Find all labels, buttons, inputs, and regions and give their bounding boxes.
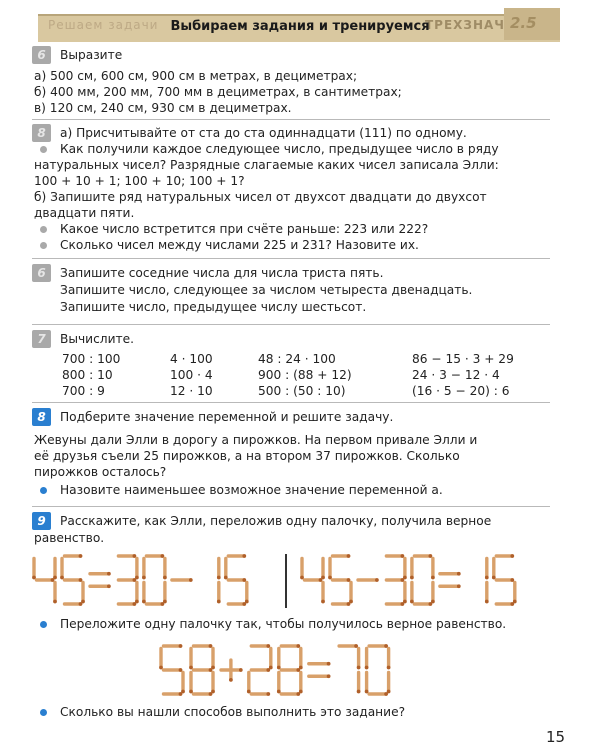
match-head [401, 578, 405, 582]
match-head [510, 602, 514, 606]
task-line: а) Присчитывайте от ста до ста одиннадцати (111) по одному. [60, 126, 467, 140]
bullet-icon [40, 621, 47, 628]
match-head [485, 600, 489, 604]
task-matchsticks [32, 512, 550, 548]
matchstick-equations [30, 550, 565, 612]
match-head [387, 666, 391, 670]
task-line: а) 500 см, 600 см, 900 см в метрах, в дециметрах; [34, 69, 358, 83]
task-line: Как получили каждое следующее число, предыдущее число в ряду [60, 142, 499, 156]
match-head [133, 602, 137, 606]
expression-cell: 100 · 4 [170, 368, 213, 382]
task-line: натуральных чисел? Разрядные слагаемые каких чисел записала Элли: [34, 158, 499, 172]
page-title: Выбираем задания и тренируемся [170, 19, 430, 34]
match-head [79, 602, 83, 606]
task-line: б) Запишите ряд натуральных чисел от двухсот двадцати до двухсот [34, 190, 487, 204]
divider [32, 258, 550, 259]
expression-cell: 800 : 10 [62, 368, 113, 382]
task-line: Сколько чисел между числами 225 и 231? Назовите их. [60, 238, 419, 252]
task-number-badge: 8 [32, 408, 51, 426]
task-bullet-move [32, 616, 550, 634]
task-heading: Вычислите. [60, 332, 134, 346]
match-head [431, 576, 435, 580]
match-head [296, 692, 300, 696]
match-head [179, 644, 183, 648]
expression-cell: 12 · 10 [170, 384, 213, 398]
expression-cell: 900 : (88 + 12) [258, 368, 352, 382]
task-line: Расскажите, как Элли, переложив одну палочку, получила верное [60, 514, 492, 528]
match-head [79, 554, 83, 558]
match-head [79, 578, 83, 582]
bullet-icon [40, 487, 47, 494]
task-express [32, 46, 550, 116]
match-head [347, 602, 351, 606]
task-line: Сколько вы нашли способов выполнить это задание? [60, 705, 406, 719]
match-head [296, 668, 300, 672]
match-head [239, 668, 243, 672]
match-head [510, 554, 514, 558]
page-number: 15 [546, 728, 566, 746]
expression-cell: 500 : (50 : 10) [258, 384, 346, 398]
task-line: Запишите число, предыдущее числу шестьсот. [60, 300, 367, 314]
match-head [319, 578, 323, 582]
task-compute [32, 330, 550, 400]
match-head [247, 690, 251, 694]
task-line: 100 + 10 + 1; 100 + 10; 100 + 1? [34, 174, 245, 188]
task-counting [32, 124, 550, 252]
bullet-icon [40, 242, 47, 249]
match-head [51, 578, 55, 582]
match-head [357, 690, 361, 694]
matchstick-equation-puzzle [159, 644, 390, 696]
match-head [327, 674, 331, 678]
match-head [384, 692, 388, 696]
match-head [163, 576, 167, 580]
header-ghost-left: Решаем задачи [48, 18, 159, 32]
match-head [401, 602, 405, 606]
match-head [189, 690, 193, 694]
task-line: Переложите одну палочку так, чтобы получилось верное равенство. [60, 617, 507, 631]
expression-cell: 700 : 100 [62, 352, 121, 366]
task-line: б) 400 мм, 200 мм, 700 мм в дециметрах, в сантиметрах; [34, 85, 402, 99]
bullet-icon [40, 709, 47, 716]
match-head [410, 600, 414, 604]
match-head [457, 584, 461, 588]
match-head [142, 600, 146, 604]
match-head [410, 576, 414, 580]
match-head [142, 576, 146, 580]
divider [32, 506, 550, 507]
header-ghost-right: ТРЕХЗНАЧ [425, 18, 505, 32]
match-head [365, 666, 369, 670]
bullet-icon [40, 146, 47, 153]
match-head [347, 554, 351, 558]
task-number-badge: 6 [32, 46, 51, 64]
task-number-badge: 9 [32, 512, 51, 530]
match-head [189, 578, 193, 582]
match-head [229, 678, 233, 682]
bullet-icon [40, 226, 47, 233]
match-head [429, 602, 433, 606]
matchstick-equation-left [32, 554, 249, 606]
match-head [179, 692, 183, 696]
match-head [242, 602, 246, 606]
match-head [457, 572, 461, 576]
match-head [242, 578, 246, 582]
task-number-badge: 8 [32, 124, 51, 142]
task-line: двадцати пяти. [34, 206, 135, 220]
match-head [347, 578, 351, 582]
match-head [365, 690, 369, 694]
divider [32, 402, 550, 403]
expression-cell: (16 · 5 − 20) : 6 [412, 384, 510, 398]
match-head [266, 692, 270, 696]
match-head [321, 600, 325, 604]
match-head [485, 576, 489, 580]
task-number-badge: 7 [32, 330, 51, 348]
match-head [357, 666, 361, 670]
expression-cell: 24 · 3 − 12 · 4 [412, 368, 500, 382]
match-head [53, 600, 57, 604]
task-heading: Выразите [60, 48, 123, 62]
match-head [107, 584, 111, 588]
matchstick-puzzle [155, 640, 415, 700]
task-line: Жевуны дали Элли в дорогу а пирожков. На первом привале Элли и [34, 433, 478, 447]
match-head [133, 578, 137, 582]
task-bullet-count [32, 704, 550, 722]
match-head [277, 690, 281, 694]
task-line: пирожков осталось? [34, 465, 167, 479]
header-tab-number: 2.5 [510, 14, 537, 32]
task-neighbours [32, 264, 550, 316]
match-head [510, 578, 514, 582]
expression-cell: 48 : 24 · 100 [258, 352, 336, 366]
task-number-badge: 6 [32, 264, 51, 282]
match-head [161, 602, 165, 606]
expression-cell: 86 − 15 · 3 + 29 [412, 352, 514, 366]
task-line: Какое число встретится при счёте раньше: 223 или 222? [60, 222, 429, 236]
match-head [375, 578, 379, 582]
match-head [242, 554, 246, 558]
divider [32, 119, 550, 120]
task-variable [32, 408, 550, 500]
task-line: равенство. [34, 531, 105, 545]
task-line: Запишите число, следующее за числом четыреста двенадцать. [60, 283, 473, 297]
match-head [217, 576, 221, 580]
task-line: её друзья съели 25 пирожков, а на втором 37 пирожков. Сколько [34, 449, 460, 463]
match-head [209, 692, 213, 696]
matchstick-equation-right [300, 554, 517, 606]
match-head [327, 662, 331, 666]
expression-cell: 4 · 100 [170, 352, 213, 366]
match-head [107, 572, 111, 576]
divider [32, 324, 550, 325]
task-line: в) 120 см, 240 см, 930 см в дециметрах. [34, 101, 292, 115]
match-head [179, 668, 183, 672]
match-head [217, 600, 221, 604]
task-heading: Подберите значение переменной и решите задачу. [60, 410, 394, 424]
task-question: Назовите наименьшее возможное значение переменной а. [60, 483, 443, 497]
match-head [209, 668, 213, 672]
expression-cell: 700 : 9 [62, 384, 105, 398]
match-head [266, 668, 270, 672]
task-line: Запишите соседние числа для числа триста пять. [60, 266, 384, 280]
